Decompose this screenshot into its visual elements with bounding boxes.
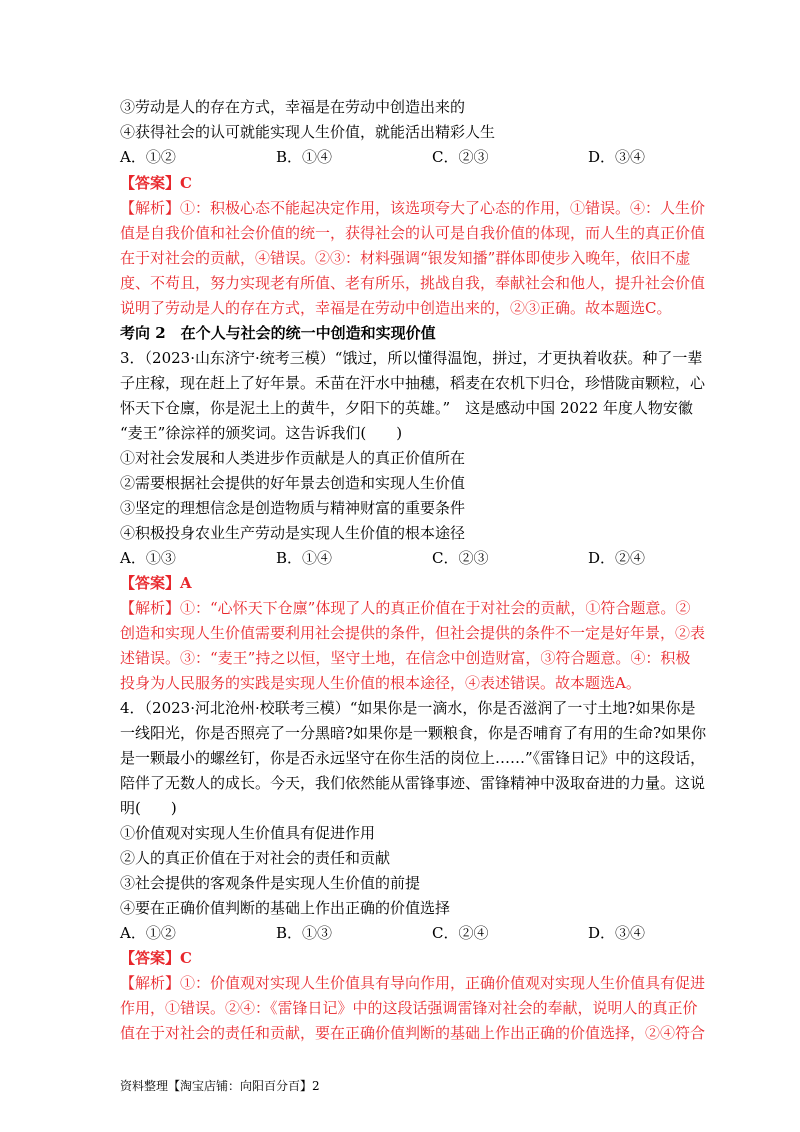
q4-item: ③社会提供的客观条件是实现人生价值的前提: [120, 874, 421, 892]
q2-option-c: C．②③: [432, 148, 489, 166]
q2-option-b: B．①④: [276, 148, 333, 166]
q3-item: ③坚定的理想信念是创造物质与精神财富的重要条件: [120, 499, 466, 517]
q2-analysis-line: 度、不苟且，努力实现老有所值、老有所乐，挑战自我，奉献社会和他人，提升社会价值: [120, 274, 706, 292]
q2-item-4: ④获得社会的认可就能实现人生价值，就能活出精彩人生: [120, 123, 496, 141]
q2-analysis-line: 在于对社会的贡献，④错误。②③：材料强调“银发知播”群体即使步入晚年，依旧不虚: [120, 249, 691, 267]
q2-item-3: ③劳动是人的存在方式，幸福是在劳动中创造出来的: [120, 98, 466, 116]
q4-answer: 【答案】C: [120, 949, 192, 967]
q4-option-d: D．③④: [588, 924, 646, 942]
q2-analysis-line: 【解析】①：积极心态不能起决定作用，该选项夸大了心态的作用，①错误。④：人生价: [120, 199, 706, 217]
q3-analysis-line: 【解析】①：“心怀天下仓廪”体现了人的真正价值在于对社会的贡献，①符合题意。②: [120, 599, 691, 617]
q4-stem-line: 一线阳光，你是否照亮了一分黑暗?如果你是一颗粮食，你是否哺育了有用的生命?如果你: [120, 724, 707, 742]
q4-stem-line: 4．（2023·河北沧州·校联考三模）“如果你是一滴水，你是否滋润了一寸土地?如果你是: [120, 699, 696, 717]
q4-option-c: C．②④: [432, 924, 489, 942]
q4-item: ④要在正确价值判断的基础上作出正确的价值选择: [120, 899, 451, 917]
q2-option-a: A．①②: [120, 148, 176, 166]
q2-answer: 【答案】C: [120, 174, 192, 192]
q4-stem-line: 明( ): [120, 799, 177, 817]
q3-analysis-line: 创造和实现人生价值需要利用社会提供的条件，但社会提供的条件不一定是好年景，②表: [120, 624, 706, 642]
q3-answer: 【答案】A: [120, 574, 192, 592]
q3-option-b: B．①④: [276, 549, 333, 567]
q2-option-d: D．③④: [588, 148, 646, 166]
q3-stem-line: 3．（2023·山东济宁·统考三模）“饿过，所以懂得温饱，拼过，才更执着收获。种了一辈: [120, 349, 703, 367]
q3-item: ①对社会发展和人类进步作贡献是人的真正价值所在: [120, 449, 466, 467]
q3-stem-line: 怀天下仓廪，你是泥土上的黄牛，夕阳下的英雄。” 这是感动中国 2022 年度人物安徽: [120, 399, 693, 417]
q4-stem-line: 是一颗最小的螺丝钉，你是否永远坚守在你生活的岗位上……”《雷锋日记》中的这段话，: [120, 749, 706, 767]
q3-stem-line: “麦王”徐淙祥的颁奖词。这告诉我们( ): [120, 424, 403, 442]
q4-item: ②人的真正价值在于对社会的责任和贡献: [120, 849, 391, 867]
q3-stem-line: 子庄稼，现在赶上了好年景。禾苗在汗水中抽穗，稻麦在农机下归仓，珍惜陇亩颗粒，心: [120, 374, 706, 392]
q4-option-b: B．①③: [276, 924, 333, 942]
q4-analysis-line: 作用，①错误。②④：《雷锋日记》中的这段话强调雷锋对社会的奉献，说明人的真正价: [120, 999, 698, 1017]
q3-option-a: A．①③: [120, 549, 176, 567]
q3-item: ④积极投身农业生产劳动是实现人生价值的根本途径: [120, 524, 466, 542]
q4-stem-line: 陪伴了无数人的成长。今天，我们依然能从雷锋事迹、雷锋精神中汲取奋进的力量。这说: [120, 774, 706, 792]
q3-option-c: C．②③: [432, 549, 489, 567]
section-title: 考向 2 在个人与社会的统一中创造和实现价值: [120, 324, 436, 342]
q3-analysis-line: 投身为人民服务的实践是实现人生价值的根本途径，④表述错误。故本题选A。: [120, 674, 641, 692]
q3-option-d: D．②④: [588, 549, 646, 567]
q4-item: ①价值观对实现人生价值具有促进作用: [120, 824, 376, 842]
q4-analysis-line: 值在于对社会的责任和贡献，要在正确价值判断的基础上作出正确的价值选择，②④符合: [120, 1024, 706, 1042]
q3-analysis-line: 述错误。③：“麦王”持之以恒，坚守土地，在信念中创造财富，③符合题意。④：积极: [120, 649, 691, 667]
page-footer: 资料整理【淘宝店铺：向阳百分百】2: [120, 1079, 320, 1093]
q2-analysis-line: 值是自我价值和社会价值的统一，获得社会的认可是自我价值的体现，而人生的真正价值: [120, 224, 706, 242]
q4-option-a: A．①②: [120, 924, 176, 942]
q2-analysis-line: 说明了劳动是人的存在方式，幸福是在劳动中创造出来的，②③正确。故本题选C。: [120, 299, 672, 317]
q3-item: ②需要根据社会提供的好年景去创造和实现人生价值: [120, 474, 466, 492]
q4-analysis-line: 【解析】①：价值观对实现人生价值具有导向作用，正确价值观对实现人生价值具有促进: [120, 974, 706, 992]
